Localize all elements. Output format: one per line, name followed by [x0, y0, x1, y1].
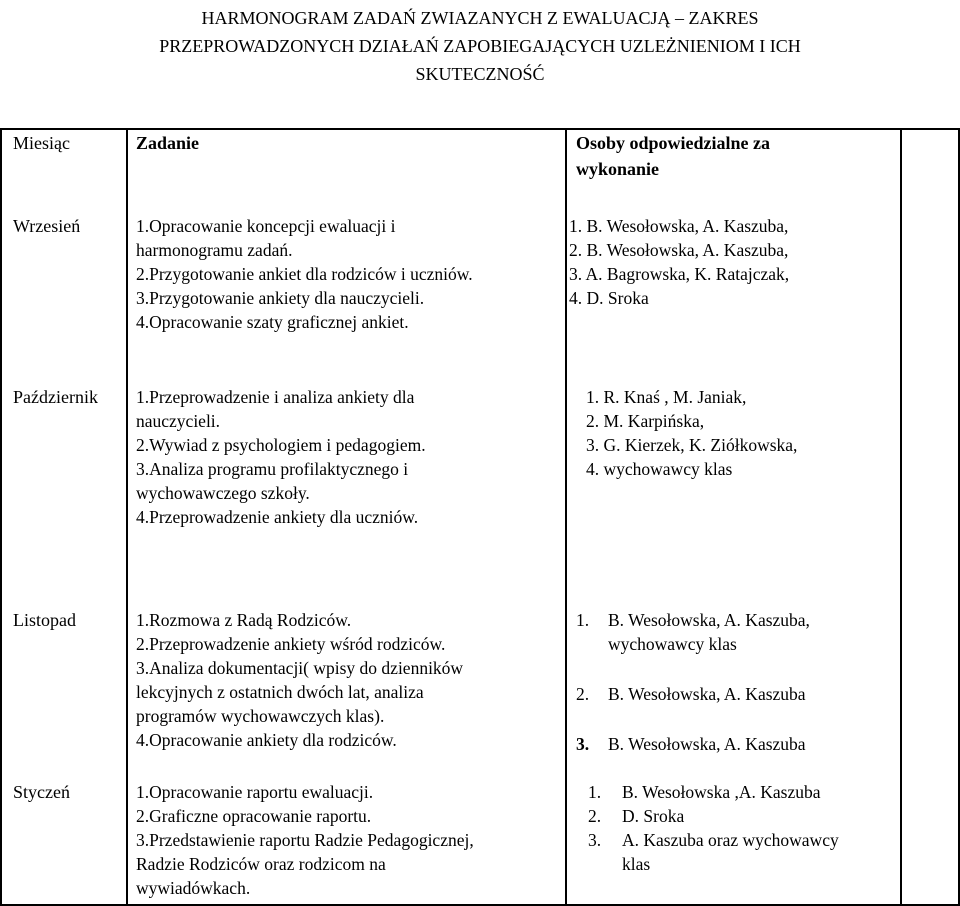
list-number: 1.	[588, 782, 602, 802]
responsible-text: wychowawcy klas	[608, 634, 737, 654]
task-line: 4.Przeprowadzenie ankiety dla uczniów.	[136, 507, 419, 527]
responsible-cell	[588, 780, 839, 876]
task-line: 2.Wywiad z psychologiem i pedagogiem.	[136, 435, 426, 455]
responsible-line	[588, 804, 839, 828]
list-number: 2.	[588, 806, 602, 826]
task-line: 3.Analiza dokumentacji( wpisy do dzienników	[136, 658, 464, 678]
header-responsible	[576, 130, 770, 182]
responsible-cell	[569, 214, 789, 310]
table-border-left	[0, 128, 2, 905]
task-line: 1.Przeprowadzenie i analiza ankiety dla	[136, 387, 415, 407]
task-line: wywiadówkach.	[136, 878, 251, 898]
table-border-right	[958, 128, 960, 905]
responsible-line	[588, 852, 839, 876]
header-responsible-line-2: wykonanie	[576, 159, 660, 179]
title-line-3: SKUTECZNOŚĆ	[415, 64, 545, 84]
task-line: 1.Opracowanie koncepcji ewaluacji i	[136, 216, 396, 236]
header-task: Zadanie	[136, 133, 200, 153]
responsible-cell	[576, 608, 810, 756]
responsible-line	[588, 780, 839, 804]
responsible-text: B. Wesołowska ,A. Kaszuba	[622, 782, 821, 802]
responsible-line	[576, 682, 810, 706]
responsible-line: 4. wychowawcy klas	[586, 459, 733, 479]
task-line: 2.Graficzne opracowanie raportu.	[136, 806, 372, 826]
header-responsible-line-1: Osoby odpowiedzialne za	[576, 133, 771, 153]
tasks-cell	[136, 780, 474, 900]
task-line: 2.Przeprowadzenie ankiety wśród rodziców.	[136, 634, 446, 654]
task-line: wychowawczego szkoły.	[136, 483, 310, 503]
responsible-line: 1. B. Wesołowska, A. Kaszuba,	[569, 216, 789, 236]
responsible-cell	[586, 385, 797, 481]
responsible-line: 3. A. Bagrowska, K. Ratajczak,	[569, 264, 790, 284]
responsible-text: B. Wesołowska, A. Kaszuba	[608, 734, 806, 754]
task-line: 3.Analiza programu profilaktycznego i	[136, 459, 409, 479]
list-number: 2.	[576, 684, 590, 704]
responsible-text: klas	[622, 854, 651, 874]
responsible-line: 2. B. Wesołowska, A. Kaszuba,	[569, 240, 789, 260]
task-line: lekcyjnych z ostatnich dwóch lat, analiza	[136, 682, 424, 702]
task-line: nauczycieli.	[136, 411, 221, 431]
month-cell: Wrzesień	[13, 216, 81, 236]
task-line: 2.Przygotowanie ankiet dla rodziców i uczniów.	[136, 264, 473, 284]
responsible-text: B. Wesołowska, A. Kaszuba,	[608, 610, 810, 630]
responsible-text: B. Wesołowska, A. Kaszuba	[608, 684, 806, 704]
title-line-2: PRZEPROWADZONYCH DZIAŁAŃ ZAPOBIEGAJĄCYCH UZLEŻNIENIOM I ICH	[159, 36, 801, 56]
document-title	[0, 4, 960, 88]
responsible-line	[588, 828, 839, 852]
task-line: 1.Opracowanie raportu ewaluacji.	[136, 782, 374, 802]
month-cell: Styczeń	[13, 782, 70, 802]
responsible-line: 3. G. Kierzek, K. Ziółkowska,	[586, 435, 798, 455]
column-divider-3	[900, 128, 902, 905]
task-line: 3.Przedstawienie raportu Radzie Pedagogicznej,	[136, 830, 474, 850]
responsible-text: D. Sroka	[622, 806, 685, 826]
list-number: 3.	[576, 734, 590, 754]
tasks-cell	[136, 214, 473, 334]
tasks-cell	[136, 608, 463, 752]
column-divider-1	[126, 128, 128, 905]
responsible-line	[576, 632, 810, 656]
task-line: harmonogramu zadań.	[136, 240, 293, 260]
tasks-cell	[136, 385, 426, 529]
month-cell: Listopad	[13, 610, 76, 630]
list-number: 3.	[588, 830, 602, 850]
title-line-1: HARMONOGRAM ZADAŃ ZWIAZANYCH Z EWALUACJĄ – ZAKRES	[201, 8, 759, 28]
column-divider-2	[565, 128, 567, 905]
responsible-line: 4. D. Sroka	[569, 288, 649, 308]
month-cell: Październik	[13, 387, 98, 407]
task-line: 4.Opracowanie ankiety dla rodziców.	[136, 730, 397, 750]
task-line: 3.Przygotowanie ankiety dla nauczycieli.	[136, 288, 425, 308]
responsible-line: 2. M. Karpińska,	[586, 411, 705, 431]
responsible-line: 1. R. Knaś , M. Janiak,	[586, 387, 747, 407]
responsible-line	[576, 732, 810, 756]
task-line: programów wychowawczych klas).	[136, 706, 385, 726]
responsible-text: A. Kaszuba oraz wychowawcy	[622, 830, 839, 850]
task-line: Radzie Rodziców oraz rodzicom na	[136, 854, 386, 874]
header-month: Miesiąc	[13, 133, 70, 153]
task-line: 1.Rozmowa z Radą Rodziców.	[136, 610, 352, 630]
task-line: 4.Opracowanie szaty graficznej ankiet.	[136, 312, 409, 332]
responsible-line	[576, 608, 810, 632]
list-number: 1.	[576, 610, 590, 630]
